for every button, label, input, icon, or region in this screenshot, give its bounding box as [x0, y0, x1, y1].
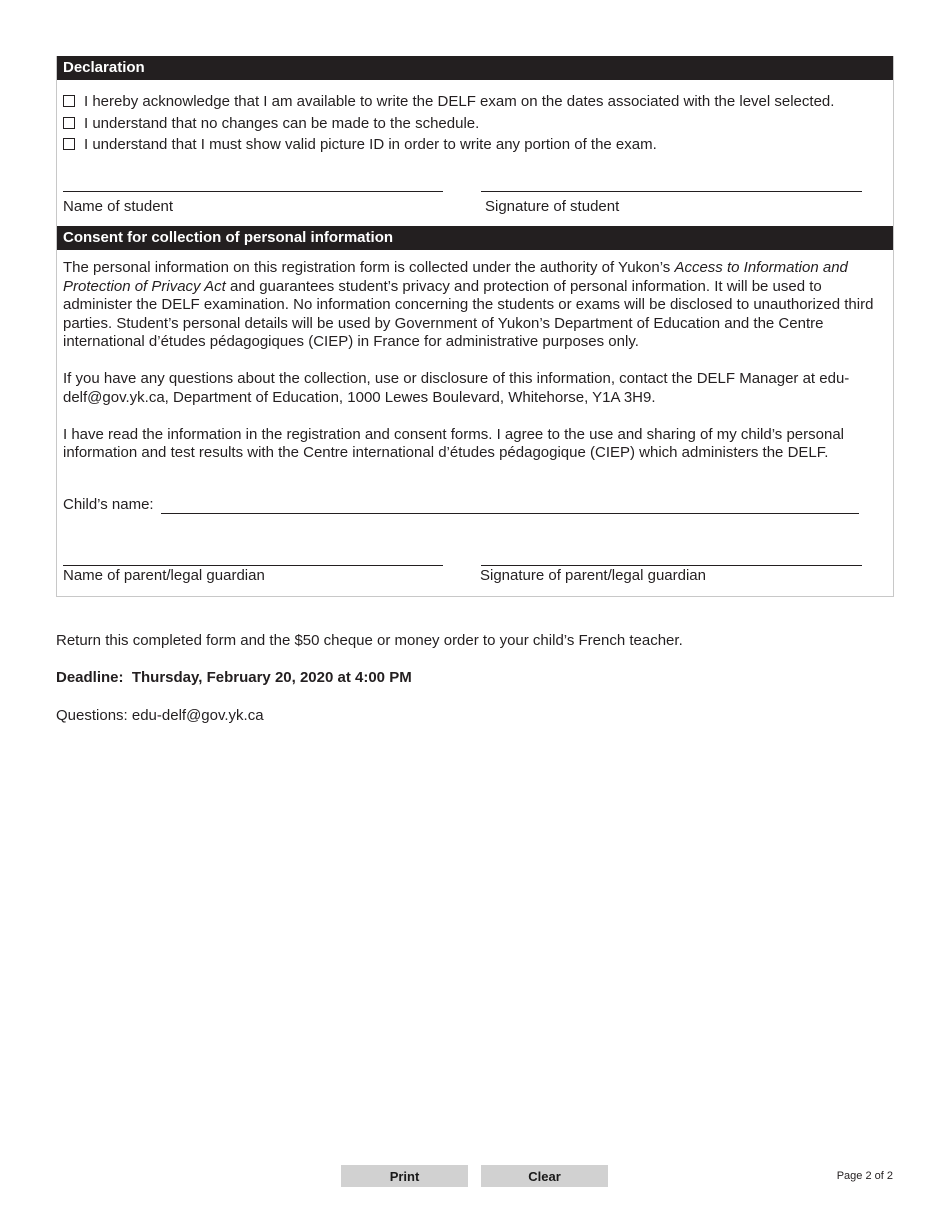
student-signature-label: Signature of student — [485, 198, 620, 215]
guardian-name-field[interactable] — [63, 565, 443, 566]
return-instructions: Return this completed form and the $50 cheque or money order to your child’s French teacher. — [56, 632, 683, 649]
questions-contact: Questions: edu-delf@gov.yk.ca — [56, 707, 264, 724]
guardian-signature-label: Signature of parent/legal guardian — [480, 567, 706, 584]
declaration-header: Declaration — [57, 56, 893, 80]
privacy-act-title: Access to Information and Protection of Privacy Act — [63, 259, 848, 295]
clear-button[interactable]: Clear — [481, 1165, 608, 1187]
consent-paragraph-authority: The personal information on this registration form is collected under the authority of Yukon’s Access to Information and Protection of Privacy Act and guarantees student’s privacy and protection of personal information. It will be used to administer the DELF examination. No information concerning the students or exams will be disclosed to unauthorized third parties. Student’s personal details will be used by Government of Yukon’s Department of Education and the Centre international d’études pédagogiques (CIEP) in France for administrative purposes only. — [63, 259, 874, 350]
schedule-checkbox[interactable] — [63, 117, 75, 129]
print-button[interactable]: Print — [341, 1165, 468, 1187]
student-name-label: Name of student — [63, 198, 174, 215]
child-name-field[interactable] — [161, 513, 859, 514]
student-name-field[interactable] — [63, 191, 443, 192]
deadline-text: Deadline: Thursday, February 20, 2020 at 4:00 PM — [56, 669, 412, 686]
declaration-item-picture-id — [63, 134, 887, 156]
consent-paragraph-questions: If you have any questions about the collection, use or disclosure of this information, contact the DELF Manager at edu-delf@gov.yk.ca, Department of Education, 1000 Lewes Boulevard, Whitehorse, Y1A 3H9. — [63, 370, 850, 406]
picture-id-checkbox[interactable] — [63, 138, 75, 150]
consent-section — [56, 226, 894, 597]
consent-header: Consent for collection of personal information — [57, 226, 893, 250]
declaration-checklist — [57, 80, 893, 156]
guardian-signature-field[interactable] — [481, 565, 862, 566]
consent-body — [57, 250, 893, 516]
declaration-item-schedule — [63, 113, 887, 135]
guardian-name-label: Name of parent/legal guardian — [63, 567, 265, 584]
declaration-item-label: I hereby acknowledge that I am available to write the DELF exam on the dates associated with the level selected. — [84, 93, 835, 110]
page-number: Page 2 of 2 — [836, 1170, 893, 1182]
declaration-item-availability — [63, 91, 887, 113]
student-signature-field[interactable] — [481, 191, 862, 192]
child-name-label: Child’s name: — [63, 495, 154, 513]
declaration-section — [56, 56, 894, 227]
availability-checkbox[interactable] — [63, 95, 75, 107]
declaration-item-label: I understand that no changes can be made to the schedule. — [84, 114, 480, 132]
consent-paragraph-agreement: I have read the information in the registration and consent forms. I agree to the use and sharing of my child’s personal information and test results with the Centre international d’études pédagogique (CIEP) which administers the DELF. — [63, 425, 845, 461]
child-name-row — [63, 496, 887, 516]
declaration-item-label: I understand that I must show valid picture ID in order to write any portion of the exam. — [84, 136, 657, 153]
